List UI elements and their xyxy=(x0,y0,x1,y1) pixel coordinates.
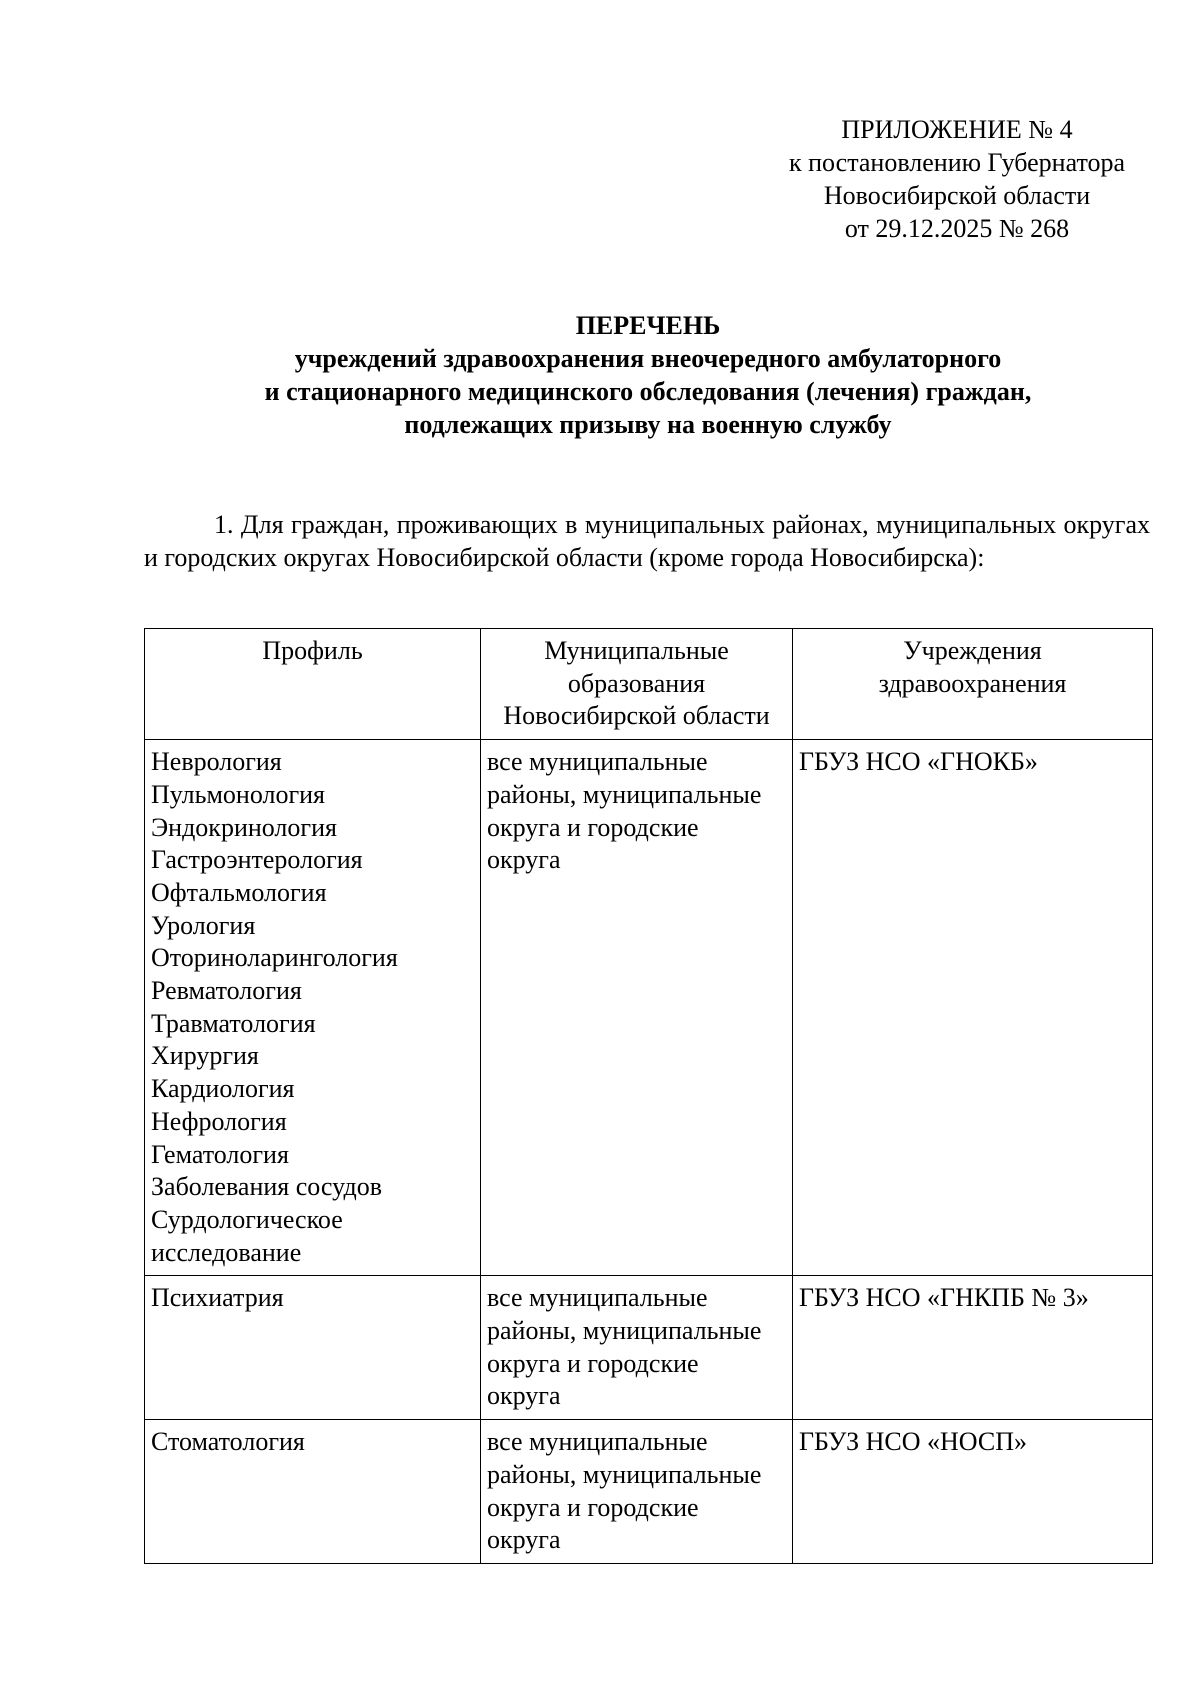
cell-municipal xyxy=(481,1276,793,1420)
cell-line: ГБУЗ НСО «ГНКПБ № 3» xyxy=(799,1283,1089,1313)
cell-line: все муниципальные xyxy=(487,747,708,777)
title-line: и стационарного медицинского обследования (лечения) граждан, xyxy=(264,377,1032,406)
cell-line: ГБУЗ НСО «ГНОКБ» xyxy=(799,747,1038,777)
cell-municipal xyxy=(481,740,793,1276)
cell-line: районы, муниципальные xyxy=(487,1459,762,1489)
institutions-table xyxy=(144,628,1153,1564)
appendix-line: от 29.12.2025 № 268 xyxy=(844,214,1070,243)
cell-line: Ревматология xyxy=(151,976,302,1006)
document-title xyxy=(140,309,1156,441)
cell-profile xyxy=(145,740,481,1276)
title-line: подлежащих призыву на военную службу xyxy=(404,410,892,439)
cell-line: районы, муниципальные xyxy=(487,1316,762,1346)
cell-line: Нефрология xyxy=(151,1106,287,1136)
cell-institution xyxy=(793,1276,1153,1420)
cell-line: Гематология xyxy=(151,1139,289,1169)
cell-line: округа xyxy=(487,1381,561,1411)
cell-line: Психиатрия xyxy=(151,1283,284,1313)
cell-line: Офтальмология xyxy=(151,877,327,907)
cell-line: Эндокринология xyxy=(151,812,337,842)
cell-profile xyxy=(145,1276,481,1420)
cell-line: Кардиология xyxy=(151,1074,295,1104)
cell-line: здравоохранения xyxy=(878,668,1067,698)
cell-line: округа xyxy=(487,845,561,875)
cell-profile xyxy=(145,1420,481,1564)
table-row xyxy=(145,1420,1153,1564)
cell-line: Гастроэнтерология xyxy=(151,845,363,875)
header-municipal xyxy=(481,629,793,740)
table-row xyxy=(145,1276,1153,1420)
table-row xyxy=(145,740,1153,1276)
appendix-block xyxy=(762,113,1152,245)
title-heading: ПЕРЕЧЕНЬ xyxy=(575,311,721,340)
cell-line: все муниципальные xyxy=(487,1283,708,1313)
cell-line: Муниципальные xyxy=(544,636,729,665)
cell-municipal xyxy=(481,1420,793,1564)
cell-line: Новосибирской области xyxy=(503,701,770,731)
cell-line: исследование xyxy=(151,1237,302,1267)
cell-line: ГБУЗ НСО «НОСП» xyxy=(799,1427,1028,1457)
title-line: учреждений здравоохранения внеочередного амбулаторного xyxy=(294,344,1002,373)
cell-line: все муниципальные xyxy=(487,1427,708,1457)
appendix-line: ПРИЛОЖЕНИЕ № 4 xyxy=(841,115,1073,144)
cell-line: округа xyxy=(487,1525,561,1555)
cell-line: Оториноларингология xyxy=(151,943,398,973)
cell-line: Стоматология xyxy=(151,1427,305,1457)
table-header-row xyxy=(145,629,1153,740)
cell-line: районы, муниципальные xyxy=(487,779,762,809)
cell-line: Травматология xyxy=(151,1008,316,1038)
cell-line: округа и городские xyxy=(487,1348,699,1378)
cell-institution xyxy=(793,1420,1153,1564)
cell-line: округа и городские xyxy=(487,812,699,842)
cell-line: Профиль xyxy=(262,636,363,665)
cell-line: округа и городские xyxy=(487,1492,699,1522)
appendix-line: Новосибирской области xyxy=(823,181,1091,210)
cell-line: образования xyxy=(567,668,706,698)
cell-line: Учреждения xyxy=(903,636,1042,665)
cell-line: Хирургия xyxy=(151,1041,259,1071)
cell-line: Заболевания сосудов xyxy=(151,1172,382,1202)
header-institution xyxy=(793,629,1153,740)
header-profile xyxy=(145,629,481,740)
intro-paragraph: 1. Для граждан, проживающих в муниципальных районах, муниципальных округах и городских округах Новосибирской области (кроме города Новосибирска): xyxy=(144,510,1150,572)
appendix-line: к постановлению Губернатора xyxy=(788,148,1126,177)
cell-line: Сурдологическое xyxy=(151,1204,343,1234)
cell-line: Пульмонология xyxy=(151,779,326,809)
cell-institution xyxy=(793,740,1153,1276)
cell-line: Неврология xyxy=(151,747,282,777)
cell-line: Урология xyxy=(151,910,256,940)
